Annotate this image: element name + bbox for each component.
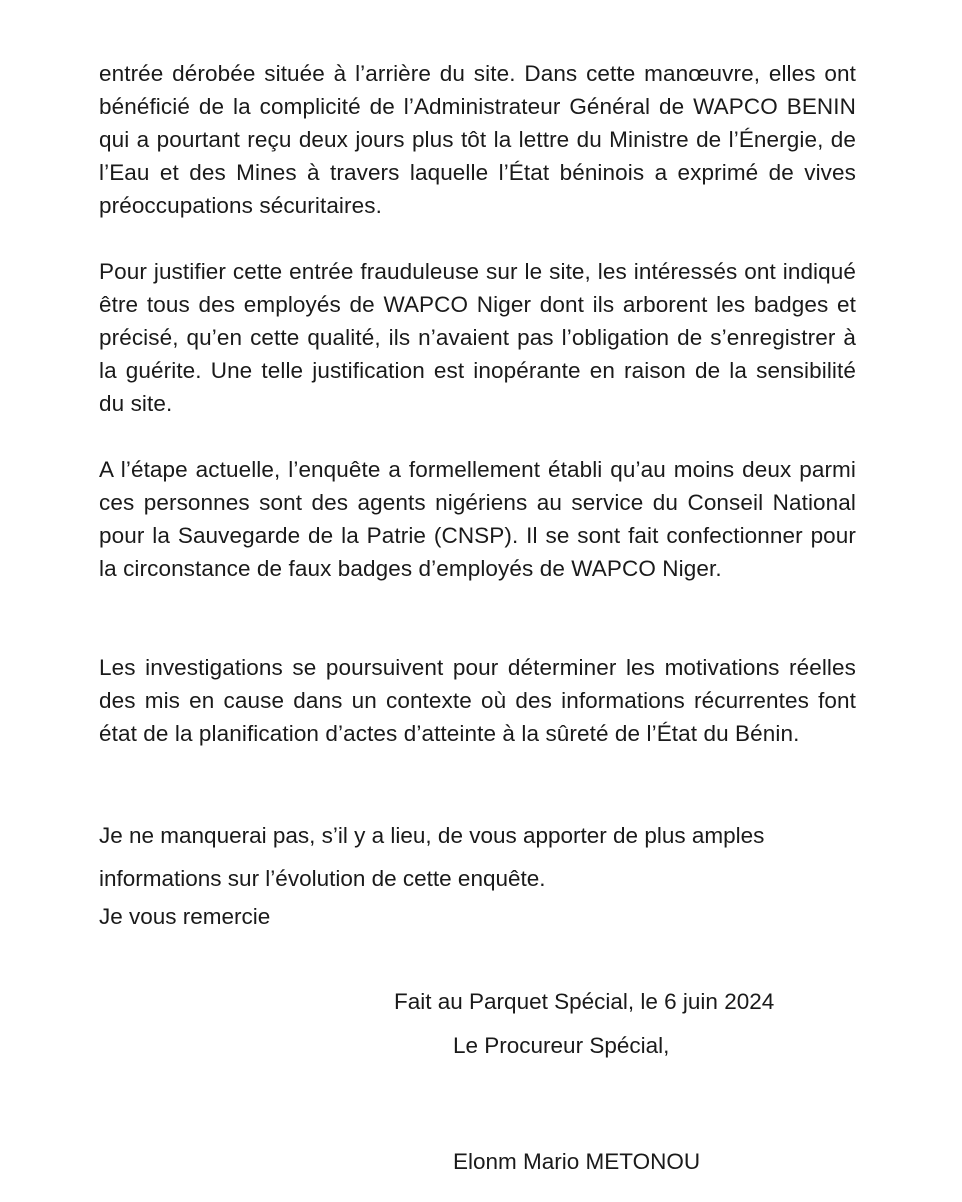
paragraph-text: Pour justifier cette entrée frauduleuse sur le site, les intéressés ont indiqué être tous des employés de WAPCO Niger dont ils arborent les badges et précisé, qu’en cette qualité, ils n’avaient pas l’obligation de s’enregistrer à la guérite. Une telle justification est inopérante en raison de la sensibilité du site. <box>99 259 856 416</box>
thanks-line: Je vous remercie <box>99 904 271 929</box>
paragraph-text: Les investigations se poursuivent pour déterminer les motivations réelles des mis en cause dans un contexte où des informations récurrentes font état de la planification d’actes d’atteinte à la sûreté de l’État du Bénin. <box>99 655 856 746</box>
signer-title: Le Procureur Spécial, <box>453 1033 670 1058</box>
place-and-date: Fait au Parquet Spécial, le 6 juin 2024 <box>394 989 775 1014</box>
paragraph-justification <box>99 255 856 420</box>
paragraph-investigation-findings <box>99 453 856 585</box>
paragraph-text: entrée dérobée située à l’arrière du site. Dans cette manœuvre, elles ont bénéficié de la complicité de l’Administrateur Général de WAPCO BENIN qui a pourtant reçu deux jours plus tôt la lettre du Ministre de l’Énergie, de l’Eau et des Mines à travers laquelle l’État béninois a exprimé de vives préoccupations sécuritaires. <box>99 61 856 218</box>
signer-name: Elonm Mario METONOU <box>453 1149 701 1174</box>
closing-statement: Je ne manquerai pas, s’il y a lieu, de vous apporter de plus amples informations sur l’évolution de cette enquête. <box>99 823 765 891</box>
paragraph-text: A l’étape actuelle, l’enquête a formellement établi qu’au moins deux parmi ces personnes sont des agents nigériens au service du Conseil National pour la Sauvegarde de la Patrie (CNSP). Il se sont fait confectionner pour la circonstance de faux badges d’employés de WAPCO Niger. <box>99 457 856 581</box>
paragraph-ongoing-investigation <box>99 651 856 750</box>
paragraph-security-concerns <box>99 57 856 222</box>
